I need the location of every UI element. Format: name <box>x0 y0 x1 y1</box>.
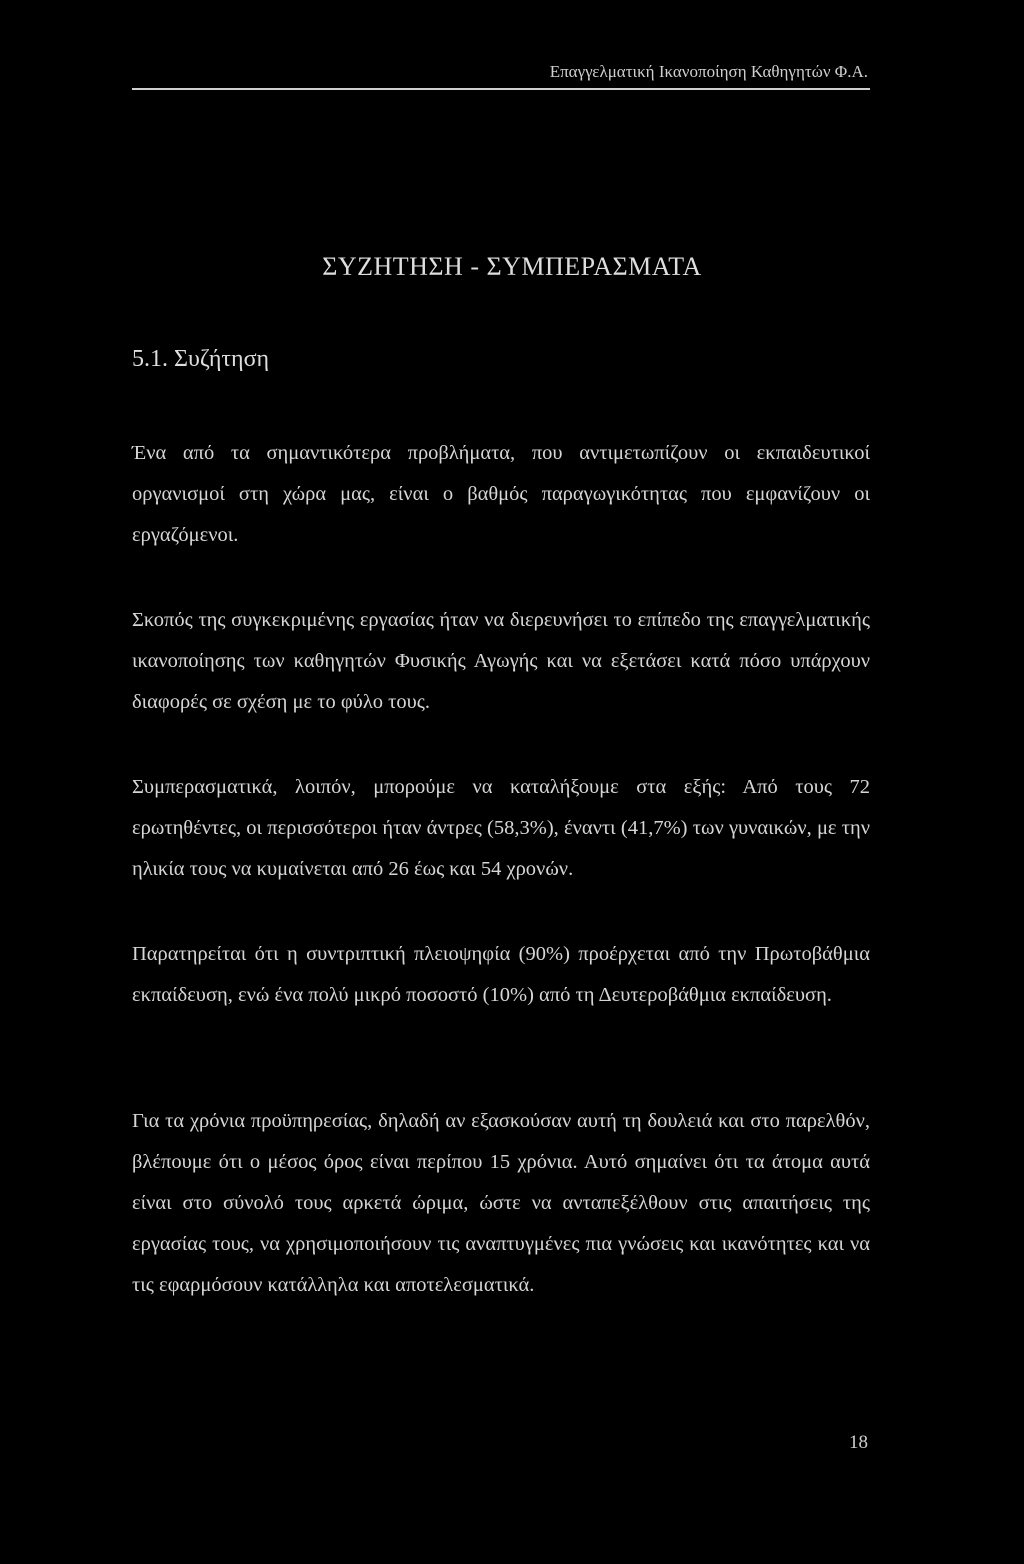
body-paragraph: Σκοπός της συγκεκριμένης εργασίας ήταν να διερευνήσει το επίπεδο της επαγγελματικής ικανοποίησης των καθηγητών Φυσικής Αγωγής και να εξετάσει κατά πόσο υπάρχουν διαφορές σε σχέση με το φύλο τους. <box>132 609 870 713</box>
body-paragraph: Συμπερασματικά, λοιπόν, μπορούμε να καταλήξουμε στα εξής: Από τους 72 ερωτηθέντες, οι περισσότεροι ήταν άντρες (58,3%), έναντι (41,7%) των γυναικών, με την ηλικία τους να κυμαίνεται από 26 έως και 54 χρονών. <box>132 776 870 880</box>
body-paragraph: Για τα χρόνια προϋπηρεσίας, δηλαδή αν εξασκούσαν αυτή τη δουλειά και στο παρελθόν, βλέπουμε ότι ο μέσος όρος είναι περίπου 15 χρόνια. Αυτό σημαίνει ότι τα άτομα αυτά είναι στο σύνολό τους αρκετά ώριμα, ώστε να ανταπεξέλθουν στις απαιτήσεις της εργασίας τους, να χρησιμοποιήσουν τις αναπτυγμένες πια γνώσεις και ικανότητες και να τις εφαρμόσουν κατάλληλα και αποτελεσματικά. <box>132 1110 870 1296</box>
body-paragraph: Παρατηρείται ότι η συντριπτική πλειοψηφία (90%) προέρχεται από την Πρωτοβάθμια εκπαίδευση, ενώ ένα πολύ μικρό ποσοστό (10%) από τη Δευτεροβάθμια εκπαίδευση. <box>132 943 870 1006</box>
section-heading: 5.1. Συζήτηση <box>132 346 270 372</box>
header-rule <box>132 88 870 90</box>
running-header: Επαγγελματική Ικανοποίηση Καθηγητών Φ.Α. <box>549 62 868 81</box>
chapter-title: ΣΥΖΗΤΗΣΗ - ΣΥΜΠΕΡΑΣΜΑΤΑ <box>322 252 702 281</box>
page-number: 18 <box>849 1432 868 1453</box>
body-paragraph: Ένα από τα σημαντικότερα προβλήματα, που αντιμετωπίζουν οι εκπαιδευτικοί οργανισμοί στη χώρα μας, είναι ο βαθμός παραγωγικότητας που εμφανίζουν οι εργαζόμενοι. <box>132 442 870 546</box>
